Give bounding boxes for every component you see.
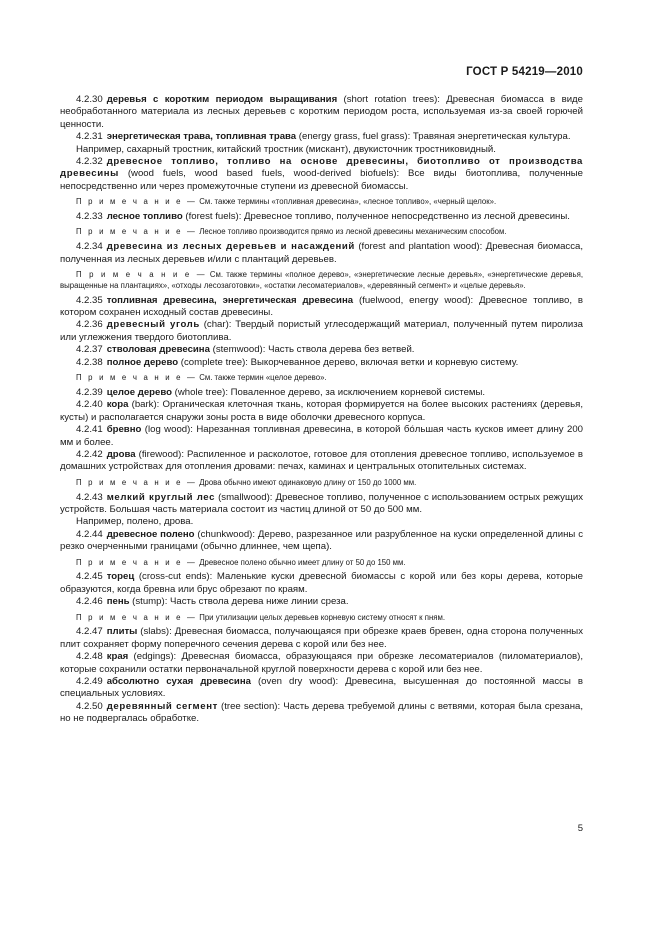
entry-number: 4.2.43 bbox=[76, 491, 103, 503]
term-entry bbox=[60, 529, 583, 554]
note-label: П р и м е ч а н и е — bbox=[76, 270, 207, 280]
entry-term: древесное топливо, топливо на основе древесины, биотопливо от производства древесины bbox=[60, 156, 583, 180]
term-entry bbox=[60, 449, 583, 474]
entry-term: древесный уголь bbox=[106, 319, 200, 331]
note bbox=[60, 227, 583, 238]
entry-definition: (smallwood): Древесное топливо, полученное с использованием острых режущих устройств. Большая часть материала состоит из частиц длиной от 50 до 500 мм. bbox=[60, 491, 583, 515]
entry-definition: (edgings): Древесная биомасса, образующаяся при обрезке лесоматериалов (пиломатериалов), которые сохранили остатки первоначальной круглой поверхности дерева с корой или без нее. bbox=[60, 651, 583, 675]
note bbox=[60, 613, 583, 624]
term-entry bbox=[60, 676, 583, 701]
note-label: П р и м е ч а н и е — bbox=[76, 612, 198, 622]
term-entry bbox=[60, 571, 583, 596]
note-text: См. также термин «целое дерево». bbox=[199, 373, 327, 383]
note bbox=[60, 373, 583, 384]
entry-number: 4.2.34 bbox=[76, 241, 103, 253]
entry-term: бревно bbox=[106, 424, 142, 436]
term-entry bbox=[60, 94, 583, 131]
note-label: П р и м е ч а н и е — bbox=[76, 373, 198, 383]
entry-term: кора bbox=[106, 399, 129, 411]
entry-term: стволовая древесина bbox=[106, 344, 210, 356]
note-label: П р и м е ч а н и е — bbox=[76, 557, 198, 567]
term-entry bbox=[60, 701, 583, 726]
entry-definition: (short rotation trees): Древесная биомасса в виде необработанного материала из лесных деревьев с коротким периодом роста, используемая из-за своей горючей ценности. bbox=[60, 94, 583, 130]
document-header: ГОСТ Р 54219—2010 bbox=[466, 66, 583, 78]
entry-number: 4.2.38 bbox=[76, 356, 103, 368]
entry-definition: (forest fuels): Древесное топливо, полученное непосредственно из лесной древесины. bbox=[182, 211, 570, 223]
term-entry bbox=[60, 492, 583, 517]
entry-number: 4.2.32 bbox=[76, 156, 103, 168]
entry-term: топливная древесина, энергетическая древесина bbox=[106, 294, 354, 306]
entry-term: края bbox=[106, 651, 129, 663]
note-text: См. также термины «топливная древесина», «лесное топливо», «черный щелок». bbox=[199, 197, 497, 207]
entry-definition: (chunkwood): Дерево, разрезанное или разрубленное на куски определенной длины с резко очерченными границами (обычно длиннее, чем щепа). bbox=[60, 528, 583, 553]
entry-number: 4.2.45 bbox=[76, 571, 103, 583]
entry-definition: (stump): Часть ствола дерева ниже линии среза. bbox=[129, 596, 349, 608]
entry-term: лесное топливо bbox=[106, 211, 183, 223]
note-label: П р и м е ч а н и е — bbox=[76, 227, 198, 237]
term-entry bbox=[60, 596, 583, 608]
entry-term: плиты bbox=[106, 626, 138, 638]
entry-term: полное дерево bbox=[106, 356, 179, 368]
term-entry bbox=[60, 211, 583, 223]
entry-term: торец bbox=[106, 571, 135, 583]
note-text: Лесное топливо производится прямо из лесной древесины механическим способом. bbox=[199, 227, 507, 237]
note-text: Древесное полено обычно имеет длину от 50 до 150 мм. bbox=[199, 557, 406, 567]
entry-definition: (slabs): Древесная биомасса, получающаяся при обрезке краев бревен, одна сторона полученных плит сохраняет форму поперечного сечения дерева с корой или без нее. bbox=[60, 626, 583, 650]
term-entry bbox=[60, 424, 583, 449]
entry-term: энергетическая трава, топливная трава bbox=[106, 131, 297, 143]
entry-definition: (cross-cut ends): Маленькие куски древесной биомассы с корой или без коры дерева, которые образуются, когда бревна или брус обрезают по краям. bbox=[60, 571, 583, 595]
entry-term: пень bbox=[106, 596, 130, 608]
term-entry bbox=[60, 319, 583, 344]
document-body bbox=[60, 94, 583, 726]
note-text: Дрова обычно имеют одинаковую длину от 150 до 1000 мм. bbox=[199, 477, 417, 487]
entry-number: 4.2.49 bbox=[76, 676, 103, 687]
entry-number: 4.2.44 bbox=[76, 528, 103, 540]
entry-term: целое дерево bbox=[106, 386, 173, 398]
entry-number: 4.2.46 bbox=[76, 596, 103, 608]
page-number: 5 bbox=[577, 823, 583, 834]
entry-definition: (char): Твердый пористый углесодержащий материал, полученный путем пиролиза или углежжения твердого биотоплива. bbox=[60, 319, 583, 343]
entry-number: 4.2.40 bbox=[76, 399, 103, 411]
note bbox=[60, 197, 583, 208]
entry-term: древесное полено bbox=[106, 528, 195, 540]
term-entry bbox=[60, 626, 583, 651]
entry-definition: (bark): Органическая клеточная ткань, которая формируется на более высоких растениях (деревья, кусты) и располагается снаружи зоны роста в виде оболочки древесного корпуса. bbox=[60, 399, 583, 423]
term-entry bbox=[60, 131, 583, 143]
term-entry bbox=[60, 156, 583, 193]
note bbox=[60, 270, 583, 292]
entry-number: 4.2.33 bbox=[76, 211, 103, 223]
example: Например, сахарный тростник, китайский тростник (мискант), двукисточник тростниковидный. bbox=[76, 143, 496, 155]
entry-definition: (oven dry wood): Древесина, высушенная до постоянной массы в специальных условиях. bbox=[60, 676, 583, 700]
term-entry bbox=[60, 344, 583, 356]
entry-definition: (tree section): Часть дерева требуемой длины с ветвями, которая была срезана, но не подвергалась обработке. bbox=[60, 700, 583, 725]
entry-number: 4.2.35 bbox=[76, 294, 103, 306]
term-entry bbox=[60, 399, 583, 424]
entry-definition: (stemwood): Часть ствола дерева без ветвей. bbox=[209, 344, 415, 356]
entry-definition: (complete tree): Выкорчеванное дерево, включая ветки и корневую систему. bbox=[178, 356, 519, 368]
note-text: См. также термины «полное дерево», «энергетические лесные деревья», «энергетические деревья, выращенные на плантациях», «отходы лесозаготовки», «остатки лесоматериалов», «деревянный сегмент» и «целые деревья». bbox=[60, 270, 583, 290]
entry-term: деревянный сегмент bbox=[106, 700, 218, 712]
entry-term: дрова bbox=[106, 448, 136, 460]
entry-number: 4.2.39 bbox=[76, 386, 103, 398]
note-label: П р и м е ч а н и е — bbox=[76, 477, 198, 487]
entry-definition: (fuelwood, energy wood): Древесное топливо, в котором сохранен исходный состав древесины. bbox=[60, 294, 583, 319]
entry-definition: (log wood): Нарезанная топливная древесина, в которой бóльшая часть кусков имеет длину 200 мм и более. bbox=[60, 424, 583, 448]
entry-number: 4.2.31 bbox=[76, 131, 103, 143]
note bbox=[60, 478, 583, 489]
entry-number: 4.2.30 bbox=[76, 94, 103, 105]
note bbox=[60, 558, 583, 569]
note-label: П р и м е ч а н и е — bbox=[76, 197, 198, 207]
term-entry bbox=[60, 241, 583, 266]
term-entry bbox=[60, 651, 583, 676]
entry-number: 4.2.50 bbox=[76, 700, 103, 712]
entry-definition: (whole tree): Поваленное дерево, за исключением корневой системы. bbox=[172, 386, 486, 398]
term-entry bbox=[60, 387, 583, 399]
entry-definition: (energy grass, fuel grass): Травяная энергетическая культура. bbox=[296, 131, 571, 143]
entry-definition: (wood fuels, wood based fuels, wood-derived biofuels): Все виды биотоплива, полученные непосредственно или через промежуточные ступени из древесной биомассы. bbox=[60, 168, 583, 192]
entry-number: 4.2.37 bbox=[76, 344, 103, 356]
entry-number: 4.2.47 bbox=[76, 626, 103, 638]
entry-number: 4.2.48 bbox=[76, 651, 103, 663]
entry-number: 4.2.42 bbox=[76, 448, 103, 460]
entry-term: абсолютно сухая древесина bbox=[106, 676, 251, 687]
entry-definition: (forest and plantation wood): Древесная биомасса, полученная из лесных деревьев и/или с плантаций деревьев. bbox=[60, 241, 584, 265]
entry-term: мелкий круглый лес bbox=[106, 491, 216, 503]
entry-definition: (firewood): Распиленное и расколотое, готовое для отопления древесное топливо, используемое в домашних устройствах для отопления дровами: печах, каминах и центральных отопительных системах. bbox=[60, 448, 583, 473]
entry-number: 4.2.36 bbox=[76, 319, 103, 331]
entry-term: древесина из лесных деревьев и насаждений bbox=[106, 241, 355, 253]
example: Например, полено, дрова. bbox=[76, 516, 194, 528]
entry-term: деревья с коротким периодом выращивания bbox=[106, 94, 338, 105]
note-text: При утилизации целых деревьев корневую систему относят к пням. bbox=[199, 612, 446, 622]
entry-number: 4.2.41 bbox=[76, 424, 103, 436]
term-entry bbox=[60, 357, 583, 369]
term-entry bbox=[60, 295, 583, 320]
